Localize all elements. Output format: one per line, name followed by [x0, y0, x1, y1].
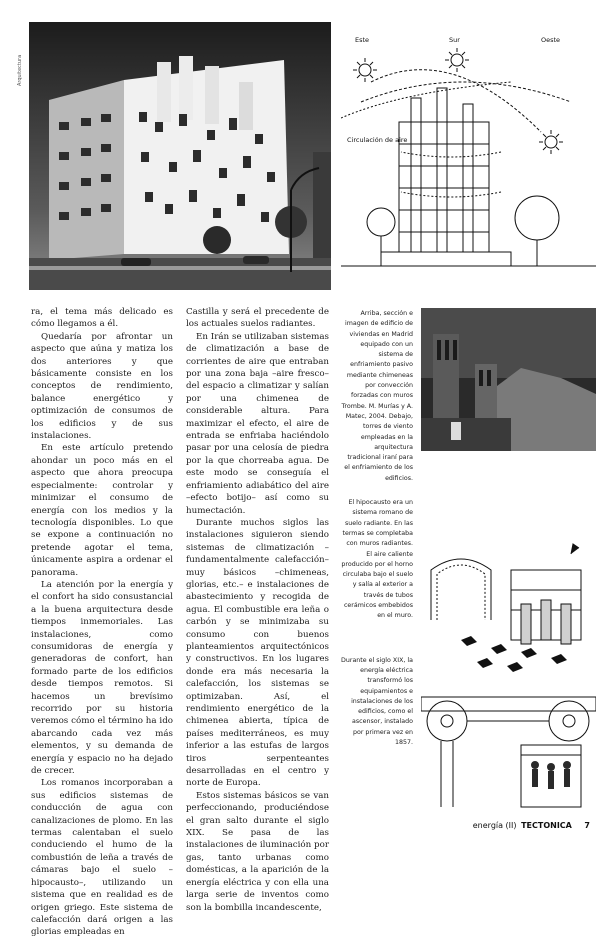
text-column-middle: [186, 306, 329, 914]
paragraph: Los romanos incorporaban a sus edificios sistemas de conducción de agua con canalizaciones de plomo. En las termas calentaban el suelo conduciendo el humo de la combustión de leña a través de cámaras bajo el suelo –hipocausto–, utilizando un sistema que en realidad es de origen griego. Este sistema de calefacción dará origen a las glorias empleadas en: [31, 778, 173, 938]
page-footer: [470, 821, 590, 830]
footer-section: energía (II): [472, 821, 517, 830]
paragraph: Quedaría por afrontar un aspecto que aúna y matiza los dos anteriores y que básicamente consiste en los conceptos de rendimiento, balance energético y optimización de consumos de los edificios y de sus instalaciones.: [31, 331, 173, 442]
sun-west-icon: [539, 130, 563, 154]
paragraph: Estos sistemas básicos se van perfeccionando, produciéndose el gran salto durante el siglo XIX. Se pasa de las instalaciones de iluminación por gas, tanto urbanas como domésticas, a la aparición de la energía eléctrica y con ella una larga serie de inventos como son la bombilla incandescente,: [186, 790, 329, 913]
paragraph: ra, el tema más delicado es cómo llegamos a él.: [31, 307, 173, 330]
caption-elevator: Durante el siglo XIX, la energía eléctrica transformó los equipamientos e instalaciones de los edificios, como el ascensor, instalado por primera vez en 1857.: [341, 656, 413, 746]
paragraph: En Irán se utilizaban sistemas de climatización a base de corrientes de aire que entraban por una zona baja –aire fresco– del espacio a climatizar y salían por una chimenea de considerable altura. Para maximizar el efecto, el aire de entrada se enfriaba haciéndolo pasar por una celosía de piedra por la que chorreaba agua. De este modo se conseguía el enfriamiento adiabático del aire –efecto botijo– así como su humectación.: [186, 331, 329, 516]
sun-south-icon: [445, 48, 469, 72]
elevator-drawing: [421, 693, 596, 811]
caption-wind-towers: Arriba, sección e imagen de edificio de viviendas en Madrid equipado con un sistema de enfriamiento pasivo mediante chimeneas por convección forzadas con muros Trombe. M. Murías y A. Matec, 2004. Debajo, torres de viento empleadas en la arquitectura tradicional iraní para el enfriamiento de los edificios.: [341, 310, 413, 482]
label-south: Sur: [449, 36, 460, 44]
side-note: Arquitectura: [17, 54, 23, 86]
building-illustration: [29, 22, 331, 290]
paragraph: Durante muchos siglos las instalaciones siguieron siendo sistemas de climatización –fundamentalmente calefacción– muy básicos –chimeneas, glorias, etc.– e instalaciones de abastecimiento y recogida de agua. El combustible era leña o carbón y se minimizaba su consumo con buenos planteamientos arquitectónicos y constructivos. En los lugares donde era más necesaria la calefacción, los sistemas se optimizaban. Así, el rendimiento energético de la chimenea abierta, típica de países mediterráneos, es muy inferior a las estufas de largos tiros serpenteantes desarrolladas en el centro y norte de Europa.: [186, 517, 329, 789]
sun-east-icon: [353, 58, 377, 82]
captions-column: [341, 309, 413, 756]
building-section: [381, 88, 511, 266]
building-photo: [29, 22, 331, 290]
hypocaust-drawing: [421, 540, 596, 675]
paragraph: En este artículo pretendo ahondar un poco más en el aspecto que ahora preocupa especialmente: controlar y minimizar el consumo de energía con los medios y la tecnología disponibles. Lo que se expone a continuación no pretende agotar el tema, únicamente aspira a ordenar el panorama.: [31, 443, 173, 578]
text-column-left: [31, 306, 173, 939]
paragraph: La atención por la energía y el confort ha sido consustancial a la buena arquitectura desde tiempos inmemoriales. Las instalaciones, como consumidoras de energía y generadoras de confort, han formado parte de los edificios desde tiempos remotos. Si hacemos un brevísimo recorrido por su historia veremos cómo el término ha ido abarcando cada vez más elementos, y su demanda de energía y espacio no ha dejado de crecer.: [31, 579, 173, 777]
label-east: Este: [355, 36, 370, 44]
label-airflow: Circulación de aire: [347, 136, 408, 144]
footer-magazine: TECTONICA: [521, 821, 572, 830]
caption-hypocaust: El hipocausto era un sistema romano de suelo radiante. En las termas se completaba con muros radiantes. El aire caliente producido por el horno circulaba bajo el suelo y salía al exterior a través de tubos cerámicos embebidos en el muro.: [341, 499, 413, 620]
page-number: 7: [584, 821, 590, 830]
wind-tower-photo: [421, 308, 596, 451]
paragraph: Castilla y será el precedente de los actuales suelos radiantes.: [186, 307, 329, 330]
label-west: Oeste: [541, 36, 561, 44]
section-diagram: [341, 22, 596, 292]
